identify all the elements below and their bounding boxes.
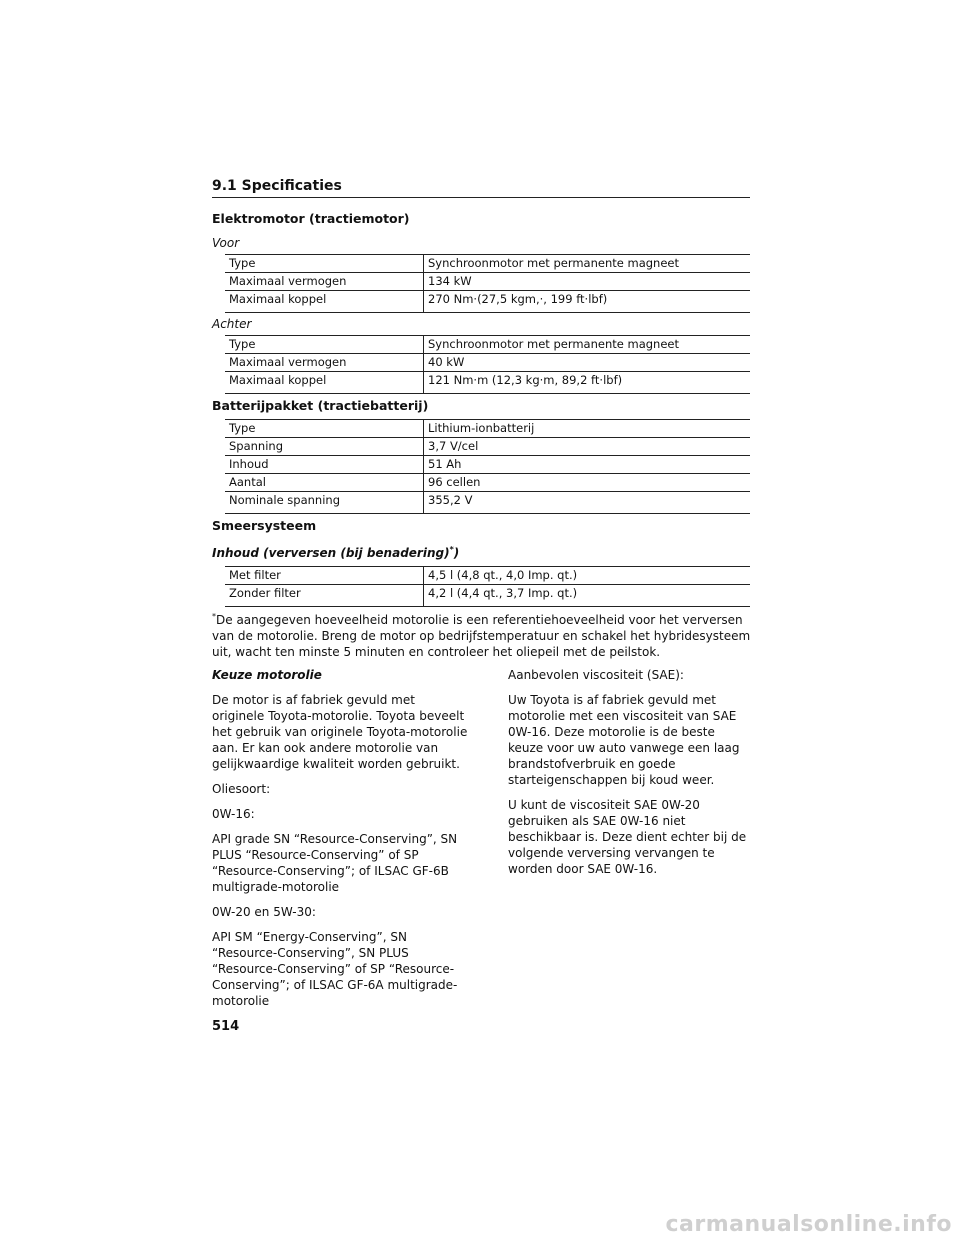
- rear-label: Achter: [212, 317, 252, 331]
- table-row: Maximaal vermogen 134 kW: [225, 273, 750, 291]
- paragraph: Oliesoort:: [212, 782, 271, 796]
- paragraph: De motor is af fabriek gevuld met originele Toyota-motorolie. Toyota beveelt het gebruik van originele Toyota-motorolie aan. Er kan ook andere motorolie van gelijkwaardige kwaliteit worden gebruikt.: [212, 693, 468, 771]
- paragraph: Aanbevolen viscositeit (SAE):: [508, 668, 684, 682]
- capacity-label: Inhoud (verversen (bij benadering)*): [212, 545, 460, 560]
- table-row: Maximaal vermogen 40 kW: [225, 354, 750, 372]
- table-row: Maximaal koppel 270 Nm·(27,5 kgm,·, 199 ft·lbf): [225, 291, 750, 313]
- page-number: 514: [212, 1019, 240, 1034]
- table-row: Type Lithium-ionbatterij: [225, 420, 750, 438]
- left-column: [212, 667, 470, 1018]
- table-row: Maximaal koppel 121 Nm·m (12,3 kg·m, 89,2 ft·lbf): [225, 372, 750, 394]
- table-row: Type Synchroonmotor met permanente magneet: [225, 336, 750, 354]
- paragraph: Uw Toyota is af fabriek gevuld met motorolie met een viscositeit van SAE 0W-16. Deze motorolie is de beste keuze voor uw auto vanwege een laag brandstofverbruik en goede starteigenschappen bij koud weer.: [508, 693, 740, 787]
- oil-choice-heading: Keuze motorolie: [212, 668, 322, 682]
- table-row: Inhoud 51 Ah: [225, 456, 750, 474]
- table-row: Zonder filter 4,2 l (4,4 qt., 3,7 Imp. qt.): [225, 585, 750, 607]
- front-motor-table: [225, 254, 750, 313]
- table-row: Type Synchroonmotor met permanente magneet: [225, 255, 750, 273]
- table-row: Met filter 4,5 l (4,8 qt., 4,0 Imp. qt.): [225, 567, 750, 585]
- rear-motor-table: [225, 335, 750, 394]
- oil-capacity-table: [225, 566, 750, 607]
- section-title: 9.1 Specificaties: [212, 178, 750, 198]
- battery-heading: Batterijpakket (tractiebatterij): [212, 398, 429, 413]
- right-column: [508, 667, 750, 886]
- paragraph: U kunt de viscositeit SAE 0W-20 gebruiken als SAE 0W-16 niet beschikbaar is. Deze dient echter bij de volgende verversing vervangen te worden door SAE 0W-16.: [508, 798, 747, 876]
- paragraph: API SM “Energy-Conserving”, SN “Resource-Conserving”, SN PLUS “Resource-Conserving” of SP “Resource-Conserving”; of ILSAC GF-6A multigrade-motorolie: [212, 930, 458, 1008]
- battery-table: [225, 419, 750, 514]
- paragraph: 0W-20 en 5W-30:: [212, 905, 316, 919]
- table-row: Aantal 96 cellen: [225, 474, 750, 492]
- table-row: Nominale spanning 355,2 V: [225, 492, 750, 514]
- paragraph: API grade SN “Resource-Conserving”, SN PLUS “Resource-Conserving” of SP “Resource-Conserving”; of ILSAC GF-6B multigrade-motorolie: [212, 832, 458, 894]
- paragraph: 0W-16:: [212, 807, 255, 821]
- lube-heading: Smeersysteem: [212, 518, 317, 533]
- watermark: carmanualsonline.info: [665, 1212, 952, 1237]
- front-label: Voor: [212, 236, 240, 250]
- motor-heading: Elektromotor (tractiemotor): [212, 211, 410, 226]
- table-row: Spanning 3,7 V/cel: [225, 438, 750, 456]
- footnote: *De aangegeven hoeveelheid motorolie is een referentiehoeveelheid voor het verversen van de motorolie. Breng de motor op bedrijfstemperatuur en schakel het hybridesysteem uit, wacht ten minste 5 minuten en controleer het oliepeil met de peilstok.: [212, 612, 751, 659]
